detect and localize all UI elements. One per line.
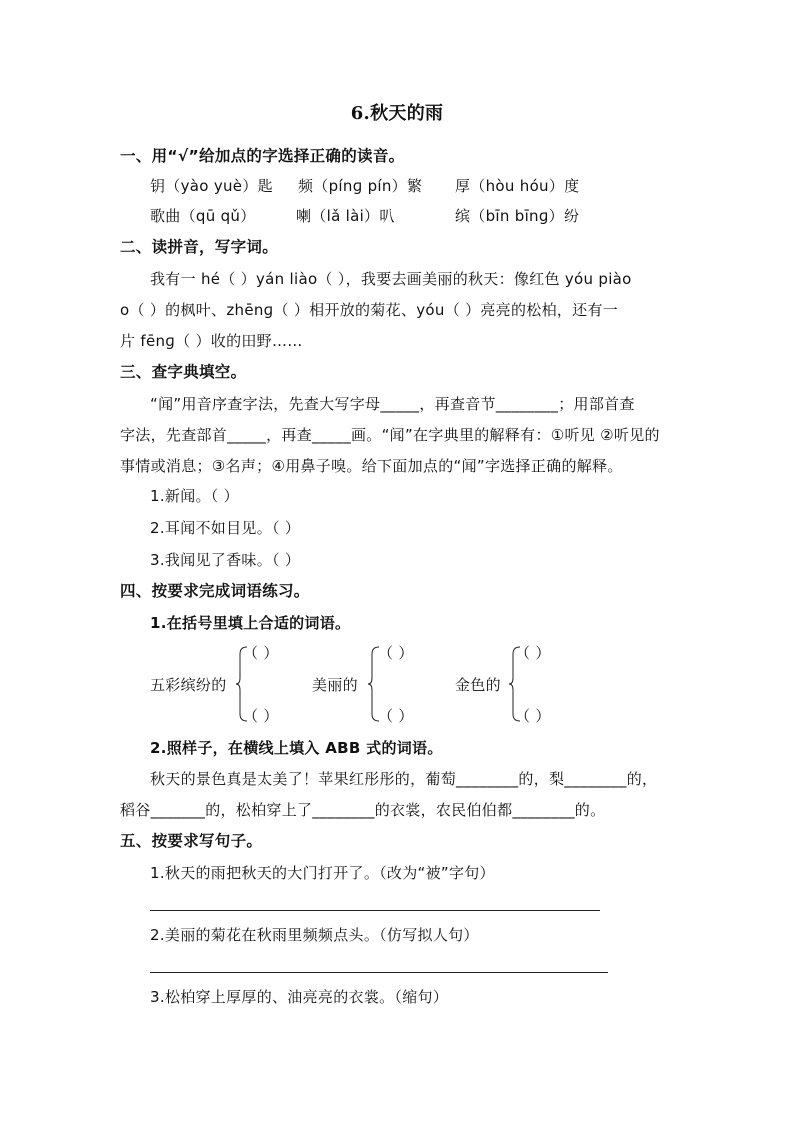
s4-paren-2b[interactable]: （ ） — [378, 707, 414, 725]
s3-item-2: 2.耳闻不如目见。（ ） — [150, 519, 301, 537]
s1-row1-item2: 频（pínɡ pín）繁 — [298, 177, 423, 195]
page-title: 6.秋天的雨 — [350, 103, 444, 124]
s3-line3: 事情或消息；③名声；④用鼻子嗅。给下面加点的“闻”字选择正确的解释。 — [120, 457, 623, 475]
s3-item-1: 1.新闻。（ ） — [150, 487, 239, 505]
s4-sub2: 2.照样子，在横线上填入 ABB 式的词语。 — [150, 739, 443, 757]
s3-line1: “闻”用音序查字法，先查大写字母_____，再查音节________；用部首查 — [150, 395, 635, 413]
s1-row2-item3: 缤（bīn bīnɡ）纷 — [455, 207, 580, 225]
section-1-heading: 一、用“√”给加点的字选择正确的读音。 — [120, 147, 405, 165]
s4-paren-1a[interactable]: （ ） — [243, 644, 279, 662]
s2-line2: o（ ）的枫叶、zhēnɡ（ ）相开放的菊花、yóu（ ）亮亮的松柏，还有一 — [120, 301, 619, 319]
s1-row2-item1: 歌曲（qū qǔ） — [150, 207, 256, 225]
section-2-heading: 二、读拼音，写字词。 — [120, 238, 279, 256]
s4-line2: 稻谷_______的，松柏穿上了________的衣裳，农民伯伯都________的。 — [120, 801, 606, 819]
s4-word-1: 五彩缤纷的 — [150, 676, 227, 694]
s5-question-3: 3.松柏穿上厚厚的、油亮亮的衣裳。（缩句） — [150, 988, 449, 1006]
s3-line2: 字法，先查部首_____，再查_____画。“闻”在字典里的解释有：①听见 ②听见的 — [120, 426, 660, 444]
section-3-heading: 三、查字典填空。 — [120, 363, 247, 381]
s4-paren-2a[interactable]: （ ） — [378, 644, 414, 662]
s4-sub1: 1.在括号里填上合适的词语。 — [150, 614, 351, 632]
s5-answer-line-1[interactable] — [150, 910, 600, 911]
s2-line3: 片 fēnɡ（ ）收的田野…… — [120, 332, 303, 350]
s4-paren-1b[interactable]: （ ） — [243, 707, 279, 725]
s1-row1-item1: 钥（yào yuè）匙 — [150, 177, 273, 195]
s4-line1: 秋天的景色真是太美了！苹果红彤彤的，葡萄________的，梨________的， — [150, 770, 658, 788]
s3-item-3: 3.我闻见了香味。（ ） — [150, 551, 301, 569]
s4-word-2: 美丽的 — [312, 676, 358, 694]
s2-line1: 我有一 hé（ ）yán liào（ ），我要去画美丽的秋天：像红色 yóu piào — [150, 270, 632, 288]
s5-answer-line-2[interactable] — [150, 972, 608, 973]
s1-row2-item2: 喇（lǎ lài）叭 — [296, 207, 395, 225]
s4-paren-3b[interactable]: （ ） — [515, 707, 551, 725]
section-5-heading: 五、按要求写句子。 — [120, 832, 263, 850]
s4-paren-3a[interactable]: （ ） — [515, 644, 551, 662]
s5-question-2: 2.美丽的菊花在秋雨里频频点头。（仿写拟人句） — [150, 926, 479, 944]
s4-word-3: 金色的 — [455, 676, 501, 694]
section-4-heading: 四、按要求完成词语练习。 — [120, 582, 310, 600]
s5-question-1: 1.秋天的雨把秋天的大门打开了。（改为“被”字句） — [150, 864, 495, 882]
s1-row1-item3: 厚（hòu hóu）度 — [455, 177, 580, 195]
